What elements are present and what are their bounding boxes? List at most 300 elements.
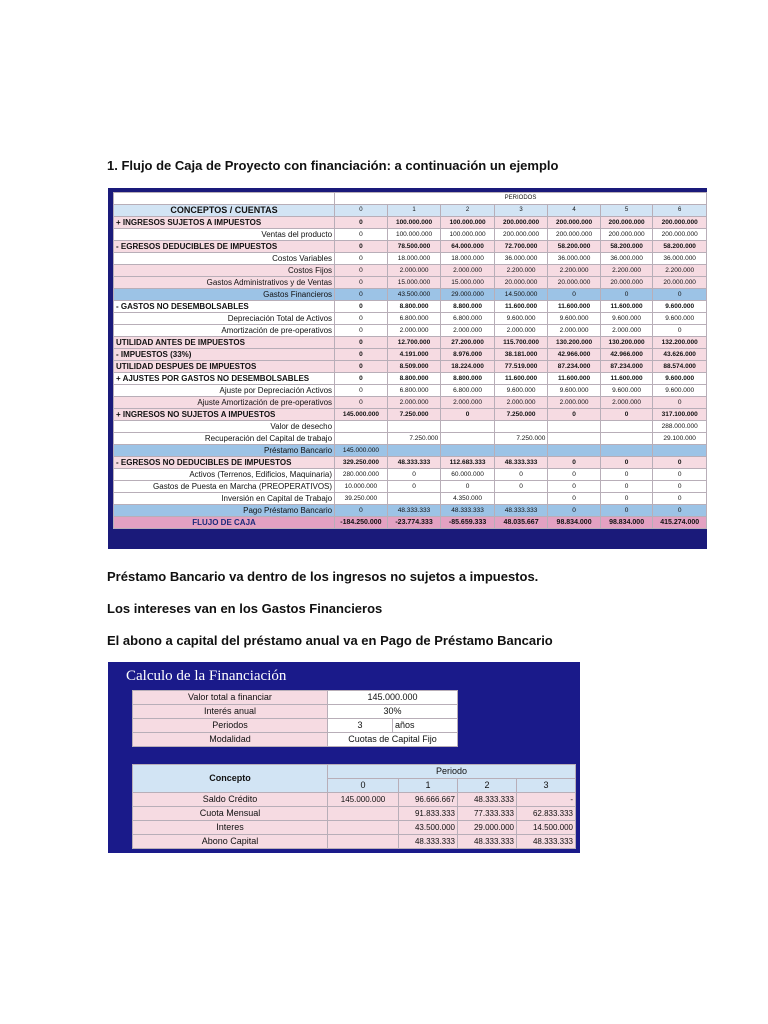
row-label: Valor de desecho — [114, 421, 335, 433]
schedule-row — [133, 821, 576, 835]
row-value: 100.000.000 — [387, 229, 441, 241]
row-value: 200.000.000 — [494, 229, 547, 241]
row-value: 0 — [600, 505, 653, 517]
row-value: 317.100.000 — [653, 409, 707, 421]
row-value: 145.000.000 — [335, 409, 388, 421]
row-value: 98.834.000 — [548, 517, 601, 529]
row-label: + INGRESOS SUJETOS A IMPUESTOS — [114, 217, 335, 229]
row-value: 2.000.000 — [494, 325, 547, 337]
row-value: 9.600.000 — [653, 385, 707, 397]
table-row — [114, 241, 707, 253]
schedule-row-value: 96.666.667 — [399, 793, 458, 807]
row-value: 64.000.000 — [441, 241, 495, 253]
table-row — [114, 445, 707, 457]
row-value — [548, 445, 601, 457]
table-row — [114, 433, 707, 445]
row-value: 48.333.333 — [387, 505, 441, 517]
schedule-header-row-1 — [133, 765, 576, 779]
table-row — [114, 277, 707, 289]
row-value: 36.000.000 — [653, 253, 707, 265]
row-value: 0 — [387, 469, 441, 481]
row-value: 132.200.000 — [653, 337, 707, 349]
row-value: -184.250.000 — [335, 517, 388, 529]
row-value: 9.600.000 — [600, 313, 653, 325]
row-value: 9.600.000 — [600, 385, 653, 397]
row-value: 0 — [548, 505, 601, 517]
row-value — [548, 421, 601, 433]
row-value: 0 — [335, 265, 388, 277]
row-label: Amortización de pre-operativos — [114, 325, 335, 337]
schedule-row-value: 29.000.000 — [458, 821, 517, 835]
table-row — [114, 481, 707, 493]
row-value: 8.509.000 — [387, 361, 441, 373]
row-value: 20.000.000 — [653, 277, 707, 289]
row-value: 0 — [653, 289, 707, 301]
row-value: 6.800.000 — [387, 385, 441, 397]
row-value: 2.000.000 — [387, 397, 441, 409]
row-value: 48.333.333 — [494, 457, 547, 469]
row-label: Ajuste por Depreciación Activos — [114, 385, 335, 397]
param-value: 30% — [328, 705, 458, 719]
row-value: 115.700.000 — [494, 337, 547, 349]
row-label: Inversión en Capital de Trabajo — [114, 493, 335, 505]
table-row — [114, 493, 707, 505]
param-label: Modalidad — [133, 733, 328, 747]
row-value: 0 — [548, 469, 601, 481]
row-value: 0 — [653, 457, 707, 469]
row-value — [494, 421, 547, 433]
row-value — [441, 421, 495, 433]
row-value: 2.000.000 — [387, 325, 441, 337]
row-value: 0 — [653, 325, 707, 337]
schedule-row-value: 48.333.333 — [458, 835, 517, 849]
row-label: Préstamo Bancario — [114, 445, 335, 457]
row-value: 2.000.000 — [441, 325, 495, 337]
row-value: 145.000.000 — [335, 445, 388, 457]
row-value: 20.000.000 — [548, 277, 601, 289]
section-heading: 1. Flujo de Caja de Proyecto con financiación: a continuación un ejemplo — [107, 158, 559, 173]
param-unit: años — [393, 719, 458, 733]
period-number: 6 — [653, 205, 707, 217]
row-value: 0 — [600, 493, 653, 505]
row-label: Ajuste Amortización de pre-operativos — [114, 397, 335, 409]
schedule-row — [133, 807, 576, 821]
row-value: 2.200.000 — [548, 265, 601, 277]
row-value: 7.250.000 — [387, 433, 441, 445]
row-label: Costos Variables — [114, 253, 335, 265]
row-value: 0 — [653, 493, 707, 505]
cash-flow-table-panel — [108, 188, 707, 549]
row-value: 6.800.000 — [387, 313, 441, 325]
schedule-row-value: 48.333.333 — [458, 793, 517, 807]
row-value: 42.966.000 — [548, 349, 601, 361]
param-label: Interés anual — [133, 705, 328, 719]
row-value: 100.000.000 — [387, 217, 441, 229]
row-value: 36.000.000 — [548, 253, 601, 265]
row-value: 100.000.000 — [441, 217, 495, 229]
period-number: 4 — [548, 205, 601, 217]
table-row — [114, 337, 707, 349]
param-value: Cuotas de Capital Fijo — [328, 733, 458, 747]
row-value: 0 — [335, 385, 388, 397]
row-value: -85.659.333 — [441, 517, 495, 529]
row-value: 0 — [600, 481, 653, 493]
header-row-periods — [114, 193, 707, 205]
row-value: 0 — [653, 469, 707, 481]
row-value: 0 — [335, 325, 388, 337]
concepts-header: CONCEPTOS / CUENTAS — [114, 205, 335, 217]
period-number: 3 — [494, 205, 547, 217]
table-row — [114, 469, 707, 481]
row-value: 11.600.000 — [494, 373, 547, 385]
row-value: 0 — [548, 493, 601, 505]
row-value: 43.500.000 — [387, 289, 441, 301]
row-value: 48.333.333 — [494, 505, 547, 517]
row-value — [600, 421, 653, 433]
param-row — [133, 691, 458, 705]
row-value: 14.500.000 — [494, 289, 547, 301]
row-value: 0 — [653, 481, 707, 493]
row-value: 18.000.000 — [387, 253, 441, 265]
row-value: 12.700.000 — [387, 337, 441, 349]
row-value: 8.800.000 — [387, 373, 441, 385]
row-value — [387, 445, 441, 457]
table-row — [114, 385, 707, 397]
row-value: 0 — [335, 349, 388, 361]
row-value: 0 — [548, 289, 601, 301]
note-paragraph-3: El abono a capital del préstamo anual va en Pago de Préstamo Bancario — [107, 633, 553, 648]
row-value: 0 — [548, 457, 601, 469]
row-value: 7.250.000 — [494, 409, 547, 421]
row-value: 36.000.000 — [600, 253, 653, 265]
schedule-period-number: 3 — [517, 779, 576, 793]
financing-panel — [108, 662, 580, 853]
schedule-row-value: 77.333.333 — [458, 807, 517, 821]
table-row — [114, 313, 707, 325]
row-value: 0 — [441, 409, 495, 421]
row-value: 6.800.000 — [441, 313, 495, 325]
row-value: 58.200.000 — [600, 241, 653, 253]
note-paragraph-2: Los intereses van en los Gastos Financieros — [107, 601, 383, 616]
row-value: 0 — [653, 505, 707, 517]
row-value — [600, 433, 653, 445]
row-value: 200.000.000 — [494, 217, 547, 229]
row-value: 48.333.333 — [387, 457, 441, 469]
table-row — [114, 361, 707, 373]
row-value: 88.574.000 — [653, 361, 707, 373]
row-value: 9.600.000 — [494, 385, 547, 397]
row-value — [494, 445, 547, 457]
period-number: 5 — [600, 205, 653, 217]
row-value: 20.000.000 — [600, 277, 653, 289]
row-value — [653, 445, 707, 457]
row-value: 0 — [335, 397, 388, 409]
row-value — [335, 433, 388, 445]
row-value — [335, 421, 388, 433]
schedule-row-label: Abono Capital — [133, 835, 328, 849]
row-value: 20.000.000 — [494, 277, 547, 289]
row-value: 87.234.000 — [600, 361, 653, 373]
row-value: 112.683.333 — [441, 457, 495, 469]
row-value: 0 — [494, 469, 547, 481]
table-row — [114, 253, 707, 265]
table-row — [114, 373, 707, 385]
row-value: 29.000.000 — [441, 289, 495, 301]
row-label: - EGRESOS DEDUCIBLES DE IMPUESTOS — [114, 241, 335, 253]
param-row — [133, 705, 458, 719]
row-value: 0 — [600, 409, 653, 421]
table-row — [114, 229, 707, 241]
row-value: 200.000.000 — [548, 217, 601, 229]
row-value: 6.800.000 — [441, 385, 495, 397]
row-value: 0 — [335, 229, 388, 241]
row-label: UTILIDAD DESPUES DE IMPUESTOS — [114, 361, 335, 373]
row-value: 9.600.000 — [548, 385, 601, 397]
param-row — [133, 719, 458, 733]
row-value: 0 — [335, 301, 388, 313]
row-value: 130.200.000 — [600, 337, 653, 349]
row-value: 200.000.000 — [600, 229, 653, 241]
row-value: 87.234.000 — [548, 361, 601, 373]
row-value: 200.000.000 — [653, 229, 707, 241]
row-value: 0 — [600, 457, 653, 469]
table-row — [114, 421, 707, 433]
table-row — [114, 457, 707, 469]
row-value: 0 — [441, 481, 495, 493]
periods-header: PERIODOS — [335, 193, 707, 205]
schedule-row-value: 91.833.333 — [399, 807, 458, 821]
table-row — [114, 265, 707, 277]
row-value: 43.626.000 — [653, 349, 707, 361]
table-row — [114, 409, 707, 421]
row-value: 9.600.000 — [653, 301, 707, 313]
schedule-row — [133, 793, 576, 807]
row-value: 72.700.000 — [494, 241, 547, 253]
cash-flow-table — [113, 192, 707, 529]
param-label: Periodos — [133, 719, 328, 733]
row-value: 18.224.000 — [441, 361, 495, 373]
row-value: 8.800.000 — [387, 301, 441, 313]
table-row — [114, 217, 707, 229]
row-value: 18.000.000 — [441, 253, 495, 265]
table-row — [114, 505, 707, 517]
row-value: 15.000.000 — [387, 277, 441, 289]
param-value: 3 — [328, 719, 393, 733]
row-value: 0 — [653, 397, 707, 409]
period-header: Periodo — [328, 765, 576, 779]
schedule-row-value — [328, 807, 399, 821]
row-value — [600, 445, 653, 457]
schedule-row-value: 62.833.333 — [517, 807, 576, 821]
row-label: Costos Fijos — [114, 265, 335, 277]
row-value: 58.200.000 — [548, 241, 601, 253]
schedule-row-value — [328, 821, 399, 835]
row-value — [387, 493, 441, 505]
schedule-row-label: Interes — [133, 821, 328, 835]
financing-title: Calculo de la Financiación — [126, 668, 287, 684]
table-row — [114, 397, 707, 409]
row-label: Gastos Administrativos y de Ventas — [114, 277, 335, 289]
row-value: 9.600.000 — [548, 313, 601, 325]
row-label: Gastos de Puesta en Marcha (PREOPERATIVOS) — [114, 481, 335, 493]
row-value: 8.800.000 — [441, 301, 495, 313]
row-value: 0 — [335, 505, 388, 517]
schedule-row-value: 43.500.000 — [399, 821, 458, 835]
row-value: 7.250.000 — [494, 433, 547, 445]
row-value: 0 — [335, 373, 388, 385]
row-value: 200.000.000 — [548, 229, 601, 241]
row-value: 0 — [335, 337, 388, 349]
row-label: Depreciación Total de Activos — [114, 313, 335, 325]
row-value: 200.000.000 — [600, 217, 653, 229]
row-value: 8.976.000 — [441, 349, 495, 361]
note-paragraph-1: Préstamo Bancario va dentro de los ingresos no sujetos a impuestos. — [107, 569, 539, 584]
row-label: + AJUSTES POR GASTOS NO DESEMBOLSABLES — [114, 373, 335, 385]
row-value: 48.333.333 — [441, 505, 495, 517]
row-value: 200.000.000 — [653, 217, 707, 229]
row-value: 9.600.000 — [494, 313, 547, 325]
row-value: 42.966.000 — [600, 349, 653, 361]
row-value: 0 — [335, 289, 388, 301]
row-value: 78.500.000 — [387, 241, 441, 253]
schedule-row-value: 48.333.333 — [517, 835, 576, 849]
row-value: 8.800.000 — [441, 373, 495, 385]
row-label: UTILIDAD ANTES DE IMPUESTOS — [114, 337, 335, 349]
table-row — [114, 289, 707, 301]
period-number: 1 — [387, 205, 441, 217]
schedule-row-value: 145.000.000 — [328, 793, 399, 807]
header-blank — [114, 193, 335, 205]
row-label: Recuperación del Capital de trabajo — [114, 433, 335, 445]
row-value: 11.600.000 — [600, 373, 653, 385]
row-value: 4.350.000 — [441, 493, 495, 505]
row-label: Activos (Terrenos, Edificios, Maquinaria) — [114, 469, 335, 481]
row-value: 2.000.000 — [441, 397, 495, 409]
schedule-row-value: 14.500.000 — [517, 821, 576, 835]
row-value: 11.600.000 — [494, 301, 547, 313]
row-value: 2.200.000 — [653, 265, 707, 277]
row-value: 11.600.000 — [600, 301, 653, 313]
row-value: 100.000.000 — [441, 229, 495, 241]
row-value: 27.200.000 — [441, 337, 495, 349]
row-value: 2.000.000 — [494, 397, 547, 409]
row-value — [441, 433, 495, 445]
param-row — [133, 733, 458, 747]
row-value: 0 — [335, 361, 388, 373]
row-value: 329.250.000 — [335, 457, 388, 469]
row-label: - GASTOS NO DESEMBOLSABLES — [114, 301, 335, 313]
row-value: 36.000.000 — [494, 253, 547, 265]
row-value: 11.600.000 — [548, 373, 601, 385]
row-value: 38.181.000 — [494, 349, 547, 361]
schedule-period-number: 2 — [458, 779, 517, 793]
row-value: 9.600.000 — [653, 373, 707, 385]
schedule-row-value: 48.333.333 — [399, 835, 458, 849]
row-value: 0 — [548, 409, 601, 421]
period-number: 2 — [441, 205, 495, 217]
row-value: 2.000.000 — [387, 265, 441, 277]
schedule-row-label: Saldo Crédito — [133, 793, 328, 807]
schedule-row — [133, 835, 576, 849]
row-value: 39.250.000 — [335, 493, 388, 505]
row-value: 0 — [494, 481, 547, 493]
table-row — [114, 349, 707, 361]
row-value — [441, 445, 495, 457]
row-value: 4.191.000 — [387, 349, 441, 361]
row-value: 98.834.000 — [600, 517, 653, 529]
row-value: 11.600.000 — [548, 301, 601, 313]
period-number: 0 — [335, 205, 388, 217]
row-value: 130.200.000 — [548, 337, 601, 349]
row-value: 29.100.000 — [653, 433, 707, 445]
row-value: 288.000.000 — [653, 421, 707, 433]
row-label: Ventas del producto — [114, 229, 335, 241]
financing-schedule-table — [132, 764, 576, 849]
row-value: 48.035.667 — [494, 517, 547, 529]
schedule-row-label: Cuota Mensual — [133, 807, 328, 821]
row-label: + INGRESOS NO SUJETOS A IMPUESTOS — [114, 409, 335, 421]
schedule-row-value: - — [517, 793, 576, 807]
row-value: 0 — [335, 241, 388, 253]
row-value: 415.274.000 — [653, 517, 707, 529]
row-value: 2.200.000 — [600, 265, 653, 277]
table-row — [114, 301, 707, 313]
row-label: Pago Préstamo Bancario — [114, 505, 335, 517]
row-value — [494, 493, 547, 505]
schedule-period-number: 1 — [399, 779, 458, 793]
row-value — [387, 421, 441, 433]
param-label: Valor total a financiar — [133, 691, 328, 705]
row-value: 280.000.000 — [335, 469, 388, 481]
row-value: 2.000.000 — [548, 397, 601, 409]
row-value: 0 — [335, 253, 388, 265]
row-value: 9.600.000 — [653, 313, 707, 325]
row-value: 58.200.000 — [653, 241, 707, 253]
row-value: 2.200.000 — [494, 265, 547, 277]
row-value: 60.000.000 — [441, 469, 495, 481]
row-label: Gastos Financieros — [114, 289, 335, 301]
row-value: 0 — [600, 469, 653, 481]
row-value: 77.519.000 — [494, 361, 547, 373]
header-row-numbers — [114, 205, 707, 217]
schedule-row-value — [328, 835, 399, 849]
table-row — [114, 325, 707, 337]
schedule-period-number: 0 — [328, 779, 399, 793]
row-value: 0 — [387, 481, 441, 493]
row-value: 0 — [335, 217, 388, 229]
row-value: 2.000.000 — [441, 265, 495, 277]
row-label: FLUJO DE CAJA — [114, 517, 335, 529]
row-value: -23.774.333 — [387, 517, 441, 529]
row-value: 0 — [548, 481, 601, 493]
concept-header: Concepto — [133, 765, 328, 793]
row-value: 0 — [335, 313, 388, 325]
row-value: 10.000.000 — [335, 481, 388, 493]
row-label: - IMPUESTOS (33%) — [114, 349, 335, 361]
row-value: 2.000.000 — [600, 325, 653, 337]
row-value — [548, 433, 601, 445]
row-value: 15.000.000 — [441, 277, 495, 289]
table-row — [114, 517, 707, 529]
param-value: 145.000.000 — [328, 691, 458, 705]
row-value: 0 — [600, 289, 653, 301]
row-value: 2.000.000 — [600, 397, 653, 409]
row-value: 2.000.000 — [548, 325, 601, 337]
row-value: 7.250.000 — [387, 409, 441, 421]
financing-params-table — [132, 690, 458, 747]
row-label: - EGRESOS NO DEDUCIBLES DE IMPUESTOS — [114, 457, 335, 469]
row-value: 0 — [335, 277, 388, 289]
